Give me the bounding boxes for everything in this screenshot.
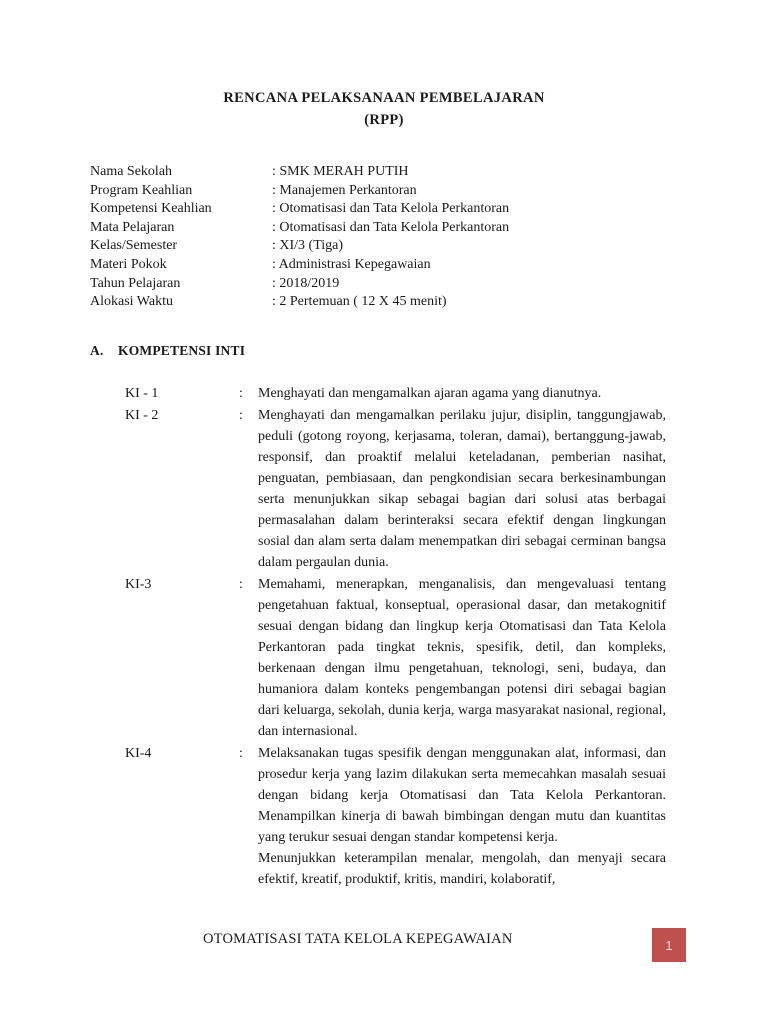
ki-colon: :: [239, 408, 243, 423]
ki-colon: :: [239, 386, 243, 401]
ki-text: [258, 574, 666, 742]
ki-label: KI - 1: [125, 386, 159, 401]
identity-row: [90, 276, 690, 295]
identity-label: Alokasi Waktu: [90, 294, 173, 310]
section-title: KOMPETENSI INTI: [118, 343, 246, 358]
ki-text: [258, 405, 666, 573]
identity-row: [90, 220, 690, 239]
identity-label: Kompetensi Keahlian: [90, 201, 212, 217]
identity-value: : XI/3 (Tiga): [272, 238, 344, 254]
identity-row: [90, 164, 690, 183]
page-number-badge: [652, 928, 686, 962]
identity-label: Materi Pokok: [90, 256, 167, 272]
ki-paragraph: Menunjukkan keterampilan menalar, mengolah, dan menyaji secara efektif, kreatif, produktif, kritis, mandiri, kolaboratif,: [258, 851, 666, 887]
identity-value: : Manajemen Perkantoran: [272, 182, 417, 198]
ki-item: [125, 405, 666, 573]
page-footer: [0, 928, 768, 968]
identity-label: Program Keahlian: [90, 182, 193, 198]
identity-row: [90, 294, 690, 313]
ki-label: KI-4: [125, 746, 152, 761]
identity-value: : SMK MERAH PUTIH: [272, 164, 409, 179]
footer-running-text: OTOMATISASI TATA KELOLA KEPEGAWAIAN: [203, 931, 513, 947]
kompetensi-inti-list: [125, 383, 666, 891]
identity-label: Kelas/Semester: [90, 238, 178, 254]
identity-value: : Otomatisasi dan Tata Kelola Perkantoran: [272, 219, 510, 235]
document-identity-block: [90, 164, 690, 313]
ki-item: [125, 743, 666, 890]
identity-label: Tahun Pelajaran: [90, 275, 181, 291]
ki-item: [125, 383, 666, 404]
identity-value: : Administrasi Kepegawaian: [272, 256, 431, 272]
identity-row: [90, 238, 690, 257]
ki-paragraph: Menghayati dan mengamalkan ajaran agama yang dianutnya.: [258, 386, 602, 401]
identity-label: Nama Sekolah: [90, 164, 173, 179]
identity-row: [90, 201, 690, 220]
identity-row: [90, 183, 690, 202]
ki-paragraph: Menghayati dan mengamalkan perilaku jujur, disiplin, tanggungjawab, peduli (gotong royong, kerjasama, toleran, damai), bertanggung-jawab, responsif, dan proaktif melalui keteladanan, pemberian nasihat, penguatan, pembiasaan, dan pengkondisian secara berkesinambungan serta menunjukkan sikap sebagai bagian dari solusi atas berbagai permasalahan dalam berinteraksi secara efektif dengan lingkungan sosial dan alam serta dalam menempatkan diri sebagai cerminan bangsa dalam pergaulan dunia.: [258, 408, 666, 570]
title-line-1: RENCANA PELAKSANAAN PEMBELAJARAN: [223, 90, 545, 106]
ki-colon: :: [239, 577, 243, 592]
identity-value: : 2 Pertemuan ( 12 X 45 menit): [272, 294, 447, 310]
identity-row: [90, 257, 690, 276]
ki-text: [258, 743, 666, 890]
ki-paragraph: Melaksanakan tugas spesifik dengan menggunakan alat, informasi, dan prosedur kerja yang lazim dilakukan serta memecahkan masalah sesuai dengan bidang kerja Otomatisasi dan Tata Kelola Perkantoran. Menampilkan kinerja di bawah bimbingan dengan mutu dan kuantitas yang terukur sesuai dengan standar kompetensi kerja.: [258, 746, 666, 845]
ki-label: KI - 2: [125, 408, 159, 423]
ki-item: [125, 574, 666, 742]
page-title: [0, 90, 768, 129]
ki-label: KI-3: [125, 577, 152, 592]
identity-value: : Otomatisasi dan Tata Kelola Perkantoran: [272, 201, 510, 217]
identity-label: Mata Pelajaran: [90, 219, 175, 235]
identity-value: : 2018/2019: [272, 275, 340, 291]
title-line-2: (RPP): [364, 112, 404, 128]
ki-paragraph: Memahami, menerapkan, menganalisis, dan mengevaluasi tentang pengetahuan faktual, konseptual, operasional dasar, dan metakognitif sesuai dengan bidang dan lingkup kerja Otomatisasi dan Tata Kelola Perkantoran pada tingkat teknis, spesifik, detil, dan kompleks, berkenaan dengan ilmu pengetahuan, teknologi, seni, budaya, dan humaniora dalam konteks pengembangan potensi diri sebagai bagian dari keluarga, sekolah, dunia kerja, warga masyarakat nasional, regional, dan internasional.: [258, 577, 666, 739]
section-heading-kompetensi-inti: [90, 343, 245, 359]
section-letter: A.: [90, 343, 104, 358]
ki-colon: :: [239, 746, 243, 761]
page-number: 1: [665, 937, 673, 953]
ki-text: [258, 383, 666, 404]
